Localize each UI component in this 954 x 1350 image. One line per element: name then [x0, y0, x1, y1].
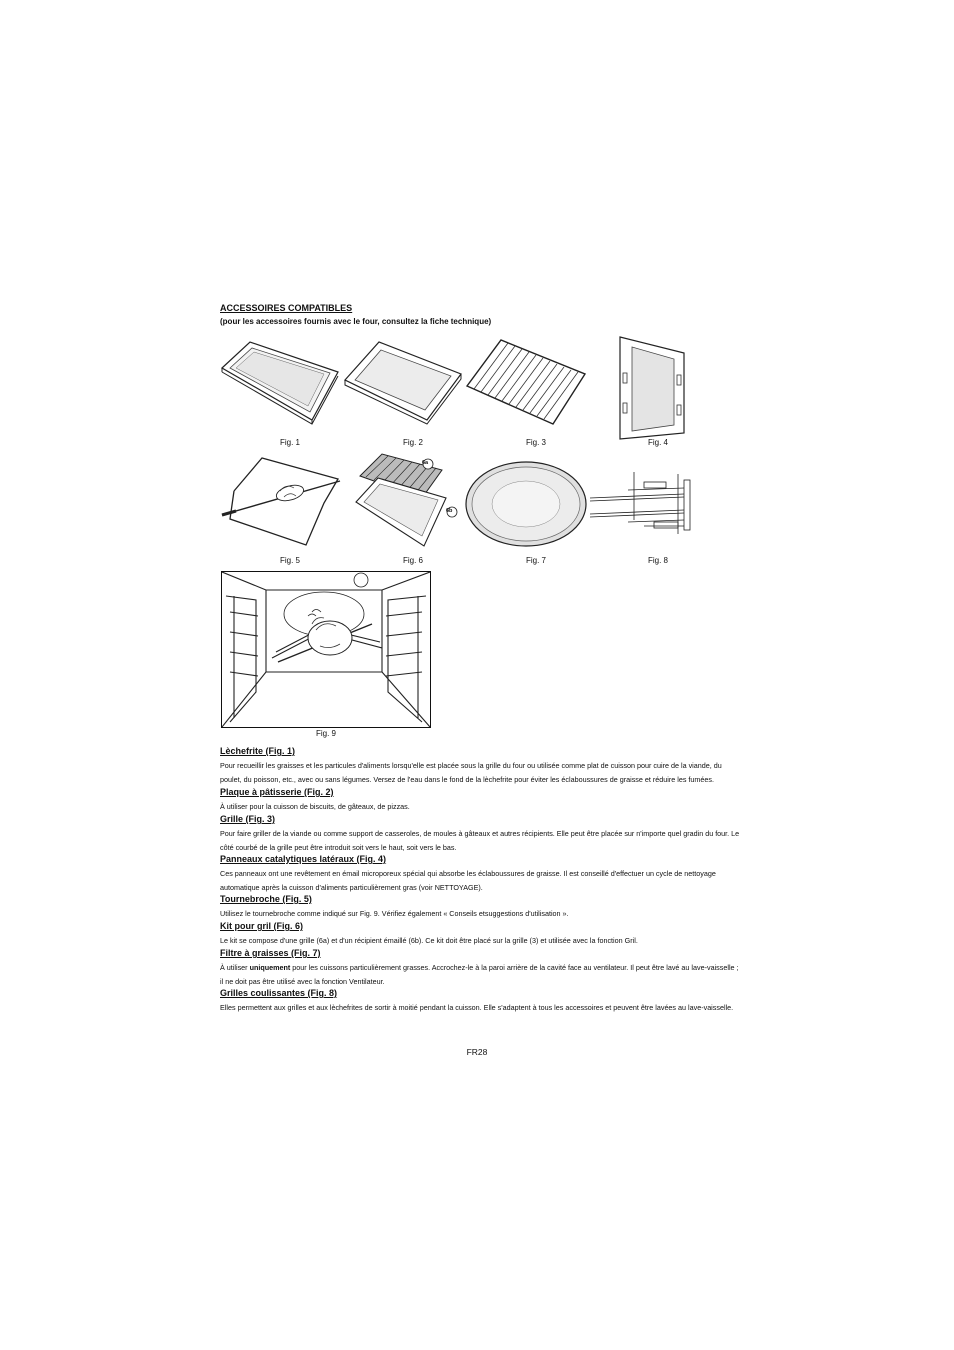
section-heading: Tournebroche (Fig. 5): [220, 894, 312, 904]
body-text: À utiliser: [220, 963, 250, 972]
section-body: À utiliser pour la cuisson de biscuits, de gâteaux, de pizzas.: [220, 802, 410, 811]
fig7-caption: Fig. 7: [526, 556, 547, 565]
fig1-caption: Fig. 1: [280, 438, 301, 447]
section-rotisserie: [220, 893, 740, 921]
section-heading: Lèchefrite (Fig. 1): [220, 746, 296, 756]
section-heading: Grilles coulissantes (Fig. 8): [220, 988, 338, 998]
fig8-sliding-rails-illustration: [588, 470, 692, 538]
section-catalytic-panels: [220, 853, 740, 894]
fig6-grill-kit-illustration: [352, 452, 460, 550]
fig7-grease-filter-illustration: [464, 460, 588, 550]
fig5-rotisserie-illustration: [220, 455, 344, 550]
section-title: ACCESSOIRES COMPATIBLES: [220, 303, 353, 313]
section-body: Pour recueillir les graisses et les particules d'aliments lorsqu'elle est placée sous la grille du four ou utilisée comme plat de cuisson pour cuire de la viande, du poulet, du poisson, etc., avec ou sans légumes. Versez de l'eau dans le fond de la lèchefrite pour éviter les éclaboussures de graisse et réduire les fumées.: [220, 761, 722, 784]
fig9-caption: Fig. 9: [316, 729, 337, 738]
section-heading: Panneaux catalytiques latéraux (Fig. 4): [220, 854, 387, 864]
section-subtitle: (pour les accessoires fournis avec le four, consultez la fiche technique): [220, 317, 492, 326]
fig6b-label: 6b: [446, 508, 453, 514]
fig1-drip-tray-illustration: [220, 340, 340, 425]
section-heading: Kit pour gril (Fig. 6): [220, 921, 303, 931]
fig6-caption: Fig. 6: [403, 556, 424, 565]
fig2-baking-tray-illustration: [343, 340, 463, 425]
section-body: [220, 961, 740, 988]
fig9-oven-rotisserie-illustration: [221, 571, 431, 728]
section-grill-kit: [220, 920, 740, 948]
section-body: Elles permettent aux grilles et aux lèchefrites de sortir à moitié pendant la cuisson. Elle s'adaptent à tous les accessoires et peuvent être lavées au lave-vaisselle.: [220, 1003, 734, 1012]
fig5-caption: Fig. 5: [280, 556, 301, 565]
fig2-caption: Fig. 2: [403, 438, 424, 447]
section-wire-shelf: [220, 813, 740, 854]
section-drip-tray: [220, 745, 740, 786]
section-baking-tray: [220, 786, 740, 814]
section-body: Le kit se compose d'une grille (6a) et d'un récipient émaillé (6b). Ce kit doit être placé sur la grille (3) et utilisée avec la fonction Gril.: [220, 936, 638, 945]
section-grease-filter: [220, 947, 740, 988]
fig8-caption: Fig. 8: [648, 556, 669, 565]
body-text: pour les cuissons particulièrement grasses. Accrochez-le à la paroi arrière de la cavité face au ventilateur. Il peut être lavé au lave-vaisselle ; il ne doit pas être utilisé avec la fonction Ventilateur.: [220, 963, 739, 986]
fig3-caption: Fig. 3: [526, 438, 547, 447]
section-sliding-rails: [220, 987, 740, 1015]
section-body: Utilisez le tournebroche comme indiqué sur Fig. 9. Vérifiez également « Conseils etsuggestions d'utilisation ».: [220, 909, 569, 918]
section-heading: Filtre à graisses (Fig. 7): [220, 948, 321, 958]
fig4-caption: Fig. 4: [648, 438, 669, 447]
fig6a-label: 6a: [422, 460, 429, 466]
fig4-catalytic-panel-illustration: [612, 335, 692, 443]
section-heading: Plaque à pâtisserie (Fig. 2): [220, 787, 334, 797]
emphasis-text: uniquement: [249, 963, 291, 972]
page-number: FR28: [466, 1047, 488, 1057]
section-body: Ces panneaux ont une revêtement en émail microporeux spécial qui absorbe les éclaboussures de graisse. Il est conseillé d'effectuer un cycle de nettoyage automatique après la cuisson d'aliments particulièrement gras (voir NETTOYAGE).: [220, 869, 716, 892]
fig3-wire-shelf-illustration: [465, 338, 587, 426]
section-body: Pour faire griller de la viande ou comme support de casseroles, de moules à gâteaux et autres récipients. Elle peut être placée sur n'importe quel gradin du four. Le côté courbé de la grille peut être introduit soit vers le haut, soit vers le bas.: [220, 829, 740, 852]
section-heading: Grille (Fig. 3): [220, 814, 276, 824]
